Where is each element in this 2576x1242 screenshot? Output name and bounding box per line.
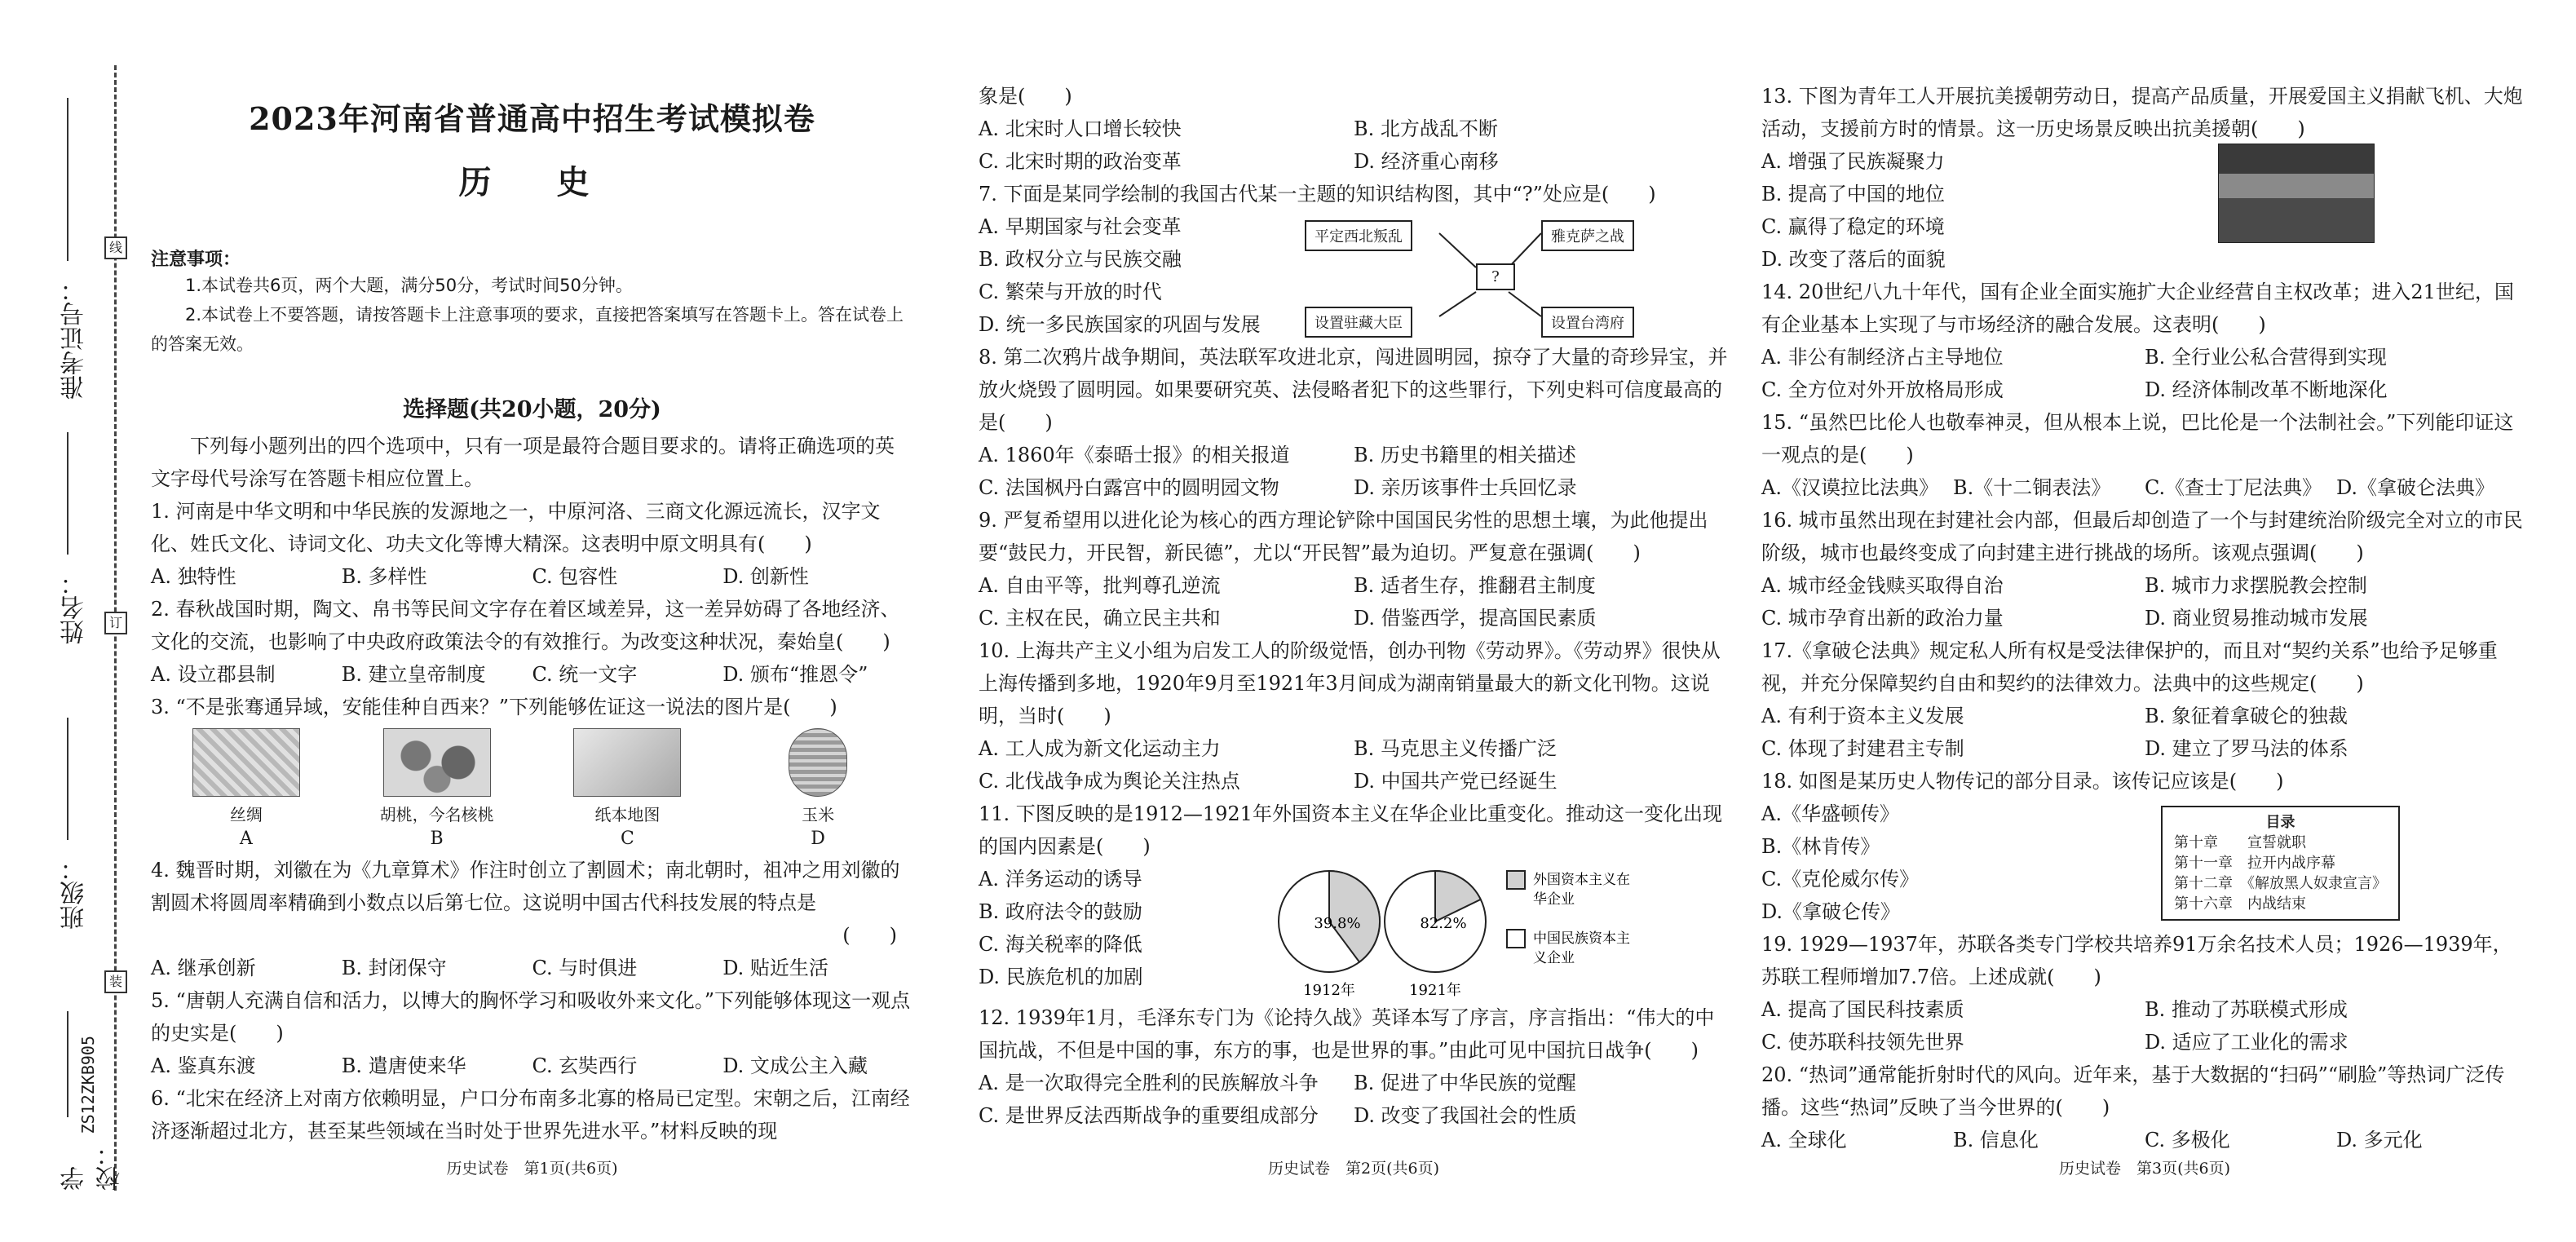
question-13: 13. 下图为青年工人开展抗美援朝劳动日，提高产品质量，开展爱国主义捐献飞机、大炮活动，支援前方时的情景。这一历史场景反映出抗美援朝( ) [1761, 85, 2523, 140]
image-letter: C [620, 829, 634, 849]
question-15: 15. “虽然巴比伦人也敬奉神灵，但从根本上说，巴比伦是一个法制社会。”下列能印证这一观点的是( ) [1761, 411, 2514, 466]
option: D. 民族危机的加剧 [979, 966, 1143, 988]
option: C. 赢得了稳定的环境 [1761, 215, 1945, 238]
section-title: 选择题(共20小题，20分) [403, 397, 661, 422]
q9-options [979, 569, 1729, 602]
question-7: 7. 下面是某同学绘制的我国古代某一主题的知识结构图，其中“?”处应是( ) [979, 183, 1656, 206]
question-5: 5. “唐朝人充满自信和活力，以博大的胸怀学习和吸收外来文化。”下列能够体现这一观点的史实是( ) [151, 989, 911, 1045]
option: B. 政权分立与民族交融 [979, 248, 1182, 271]
page-footer: 历史试卷 第1页(共6页) [446, 1160, 618, 1178]
image-option [151, 728, 342, 849]
option: D. 中国共产党已经诞生 [1354, 770, 1558, 793]
q10-options-2 [979, 765, 1729, 798]
legend-label: 外国资本主义在 [1533, 872, 1630, 888]
history-photo [2218, 144, 2375, 243]
option: B. 象征着拿破仑的独裁 [2145, 705, 2348, 727]
option: A. 有利于资本主义发展 [1761, 705, 1964, 727]
option: A. 1860年《泰晤士报》的相关报道 [979, 444, 1290, 466]
ding-mark: 订 [104, 612, 127, 634]
option: A. 非公有制经济占主导地位 [1761, 346, 2004, 369]
class-label: 班级： [60, 856, 89, 930]
question-8: 8. 第二次鸦片战争期间，英法联军攻进北京，闯进圆明园，掠夺了大量的奇珍异宝，并放火烧毁了圆明园。如果要研究英、法侵略者犯下的这些罪行，下列史料可信度最高的是( ) [979, 346, 1728, 434]
option: A. 独特性 [151, 565, 236, 588]
option: C. 繁荣与开放的时代 [979, 281, 1162, 303]
option: C. 城市孕育出新的政治力量 [1761, 607, 2004, 630]
image-letter: A [239, 829, 253, 849]
option: A. 早期国家与社会变革 [979, 215, 1182, 238]
page-footer: 历史试卷 第2页(共6页) [1267, 1160, 1439, 1178]
option: C. 统一文字 [532, 663, 638, 686]
option: B. 政府法令的鼓励 [979, 900, 1142, 923]
q19-options [1761, 993, 2528, 1026]
option: A. 提高了国民科技素质 [1761, 998, 1964, 1021]
option: C. 北伐战争成为舆论关注热点 [979, 770, 1240, 793]
option: D. 建立了罗马法的体系 [2145, 737, 2348, 760]
option: D. 经济重心南移 [1354, 150, 1499, 173]
pie-chart [1272, 855, 1712, 1010]
q19-options-2 [1761, 1026, 2528, 1059]
option: C. 主权在民，确立民主共和 [979, 607, 1221, 630]
question-4: 4. 魏晋时期，刘徽在为《九章算术》作注时创立了割圆术；南北朝时，祖冲之用刘徽的割圆术将圆周率精确到小数点以后第七位。这说明中国古代科技发展的特点是 [151, 859, 900, 914]
q6-options [979, 113, 1729, 145]
line-mark: 线 [104, 236, 127, 259]
question-14: 14. 20世纪八九十年代，国有企业全面实施扩大企业经营自主权改革；进入21世纪，国有企业基本上实现了与市场经济的融合发展。这表明( ) [1761, 281, 2514, 336]
option: B. 适者生存，推翻君主制度 [1354, 574, 1596, 597]
option: D. 改变了落后的面貌 [1761, 248, 1946, 271]
option: C. 多极化 [2145, 1129, 2230, 1151]
option: B. 全行业公私合营得到实现 [2145, 346, 2387, 369]
option: B. 封闭保守 [341, 957, 447, 979]
paper-code: ZS12ZKB905 [78, 1036, 98, 1134]
diagram-box: 设置驻藏大臣 [1305, 307, 1412, 338]
option: D. 经济体制改革不断地深化 [2145, 378, 2388, 401]
notice-2: 2.本试卷上不要答题，请按答题卡上注意事项的要求，直接把答案填写在答题卡上。答在试卷上的答案无效。 [151, 305, 904, 354]
image-letter: D [811, 829, 825, 849]
q12-options [979, 1067, 1729, 1099]
option: C. 海关税率的降低 [979, 933, 1142, 956]
question-9: 9. 严复希望用以进化论为核心的西方理论铲除中国国民劣性的思想土壤，为此他提出要“鼓民力，开民智，新民德”，尤以“开民智”最为迫切。严复意在强调( ) [979, 509, 1708, 564]
corn-image [789, 728, 847, 797]
option: D. 借鉴西学，提高国民素质 [1354, 607, 1597, 630]
question-16: 16. 城市虽然出现在封建社会内部，但最后却创造了一个与封建统治阶级完全对立的市民阶级，城市也最终变成了向封建主进行挑战的场所。该观点强调( ) [1761, 509, 2523, 564]
option: C. 与时俱进 [532, 957, 638, 979]
option: B. 信息化 [1953, 1129, 2039, 1151]
diagram-center-box: ? [1476, 263, 1515, 290]
notice-title: 注意事项： [151, 250, 241, 270]
toc-item: 第十二章 《解放黑人奴隶宣言》 [2174, 875, 2387, 892]
map-image [573, 728, 681, 797]
option: C. 法国枫丹白露宫中的圆明园文物 [979, 476, 1279, 499]
q17-options [1761, 700, 2528, 732]
question-2: 2. 春秋战国时期，陶文、帛书等民间文字存在着区域差异，这一差异妨碍了各地经济、文化的交流，也影响了中央政府政策法令的有效推行。为改变这种状况，秦始皇( ) [151, 598, 900, 653]
option: A.《汉谟拉比法典》 [1761, 476, 1938, 499]
option: A. 全球化 [1761, 1129, 1847, 1151]
image-caption: 玉米 [802, 805, 835, 824]
option: B. 城市力求摆脱教会控制 [2145, 574, 2367, 597]
question-17: 17.《拿破仑法典》规定私人所有权是受法律保护的，而且对“契约关系”也给予足够重视，并充分保障契约自由和契约的法律效力。法典中的这些规定( ) [1761, 639, 2498, 695]
q10-options [979, 732, 1729, 765]
q8-options [979, 439, 1729, 471]
option: C. 体现了封建君主专制 [1761, 737, 1964, 760]
option: B.《十二铜表法》 [1953, 476, 2111, 499]
subject-title: 历 史 [458, 163, 606, 201]
option: A. 增强了民族凝聚力 [1761, 150, 1945, 173]
q3-images [151, 728, 913, 849]
diagram-box: 平定西北叛乱 [1305, 220, 1412, 251]
question-1: 1. 河南是中华文明和中华民族的发源地之一，中原河洛、三商文化源远流长，汉字文化、姓氏文化、诗词文化、功夫文化等博大精深。这表明中原文明具有( ) [151, 500, 881, 555]
q8-options-2 [979, 471, 1729, 504]
diagram-box: 雅克萨之战 [1541, 220, 1634, 251]
page-1 [151, 0, 913, 1178]
toc-item: 第十章 宣誓就职 [2174, 834, 2306, 851]
question-18: 18. 如图是某历史人物传记的部分目录。该传记应该是( ) [1761, 770, 2284, 793]
q2-options [151, 658, 913, 691]
q7-block [979, 210, 1729, 341]
option: B. 北方战乱不断 [1354, 117, 1498, 140]
pie-data-label: 39.8% [1314, 915, 1361, 932]
ticket-label: 准考证号： [60, 277, 89, 400]
option: A.《华盛顿传》 [1761, 802, 1899, 825]
page-2 [979, 0, 1729, 1178]
question-6: 6. “北宋在经济上对南方依赖明显，户口分布南多北寡的格局已定型。宋朝之后，江南经济逐渐超过北方，甚至某些领域在当时处于世界先进水平。”材料反映的现 [151, 1087, 910, 1143]
legend-label: 中国民族资本主 [1533, 930, 1630, 947]
q1-options [151, 560, 913, 593]
q14-options [1761, 341, 2528, 373]
option: B. 提高了中国的地位 [1761, 183, 1945, 206]
diagram-box: 设置台湾府 [1541, 307, 1634, 338]
question-12: 12. 1939年1月，毛泽东专门为《论持久战》英译本写了序言，序言指出：“伟大的中国抗战，不但是中国的事，东方的事，也是世界的事。”由此可见中国抗日战争( ) [979, 1006, 1715, 1062]
page-footer: 历史试卷 第3页(共6页) [2058, 1160, 2230, 1178]
option: C. 北宋时期的政治变革 [979, 150, 1182, 173]
q12-options-2 [979, 1099, 1729, 1132]
option: D. 统一多民族国家的巩固与发展 [979, 313, 1261, 336]
question-6-cont: 象是( ) [979, 85, 1072, 108]
legend-label: 义企业 [1533, 950, 1575, 966]
table-of-contents [2161, 806, 2400, 921]
option: A. 自由平等，批判尊孔逆流 [979, 574, 1221, 597]
option: C. 玄奘西行 [532, 1054, 638, 1077]
q4-options [151, 952, 913, 984]
q9-options-2 [979, 602, 1729, 634]
binding-strip [49, 49, 147, 1191]
image-caption: 纸本地图 [594, 805, 661, 824]
school-line [67, 1011, 68, 1117]
option: C. 使苏联科技领先世界 [1761, 1031, 1964, 1054]
option: D.《拿破仑传》 [1761, 900, 1901, 923]
walnut-image [383, 728, 491, 797]
q13-block [1761, 145, 2528, 276]
q6-options-2 [979, 145, 1729, 178]
zhuang-mark: 装 [104, 970, 127, 993]
q20-options [1761, 1124, 2528, 1156]
option: B. 推动了苏联模式形成 [2145, 998, 2348, 1021]
pie-data-label: 82.2% [1420, 915, 1467, 932]
option: B. 多样性 [341, 565, 427, 588]
q4-answer-slot: ( ) [842, 924, 897, 947]
option: D. 改变了我国社会的性质 [1354, 1104, 1577, 1127]
option: A. 设立郡县制 [151, 663, 276, 686]
silk-image [192, 728, 300, 797]
image-letter: B [430, 829, 444, 849]
exam-title: 2023年河南省普通高中招生考试模拟卷 [249, 100, 815, 137]
option: D.《拿破仑法典》 [2336, 476, 2495, 499]
page-3 [1761, 0, 2528, 1178]
q5-options [151, 1050, 913, 1082]
toc-title: 目录 [2265, 814, 2295, 831]
q18-block [1761, 798, 2528, 928]
option: D. 颁布“推恩令” [722, 663, 868, 686]
q15-options [1761, 471, 2528, 504]
option: D. 亲历该事件士兵回忆录 [1354, 476, 1577, 499]
option: D. 贴近生活 [722, 957, 828, 979]
option: D. 商业贸易推动城市发展 [2145, 607, 2368, 630]
question-19: 19. 1929—1937年，苏联各类专门学校共培养91万余名技术人员；1926—1939年，苏联工程师增加7.7倍。上述成就( ) [1761, 933, 2512, 988]
q16-options [1761, 569, 2528, 602]
q14-options-2 [1761, 373, 2528, 406]
q11-block [979, 863, 1729, 1001]
pie-year-label: 1912年 [1303, 982, 1355, 999]
option: C. 全方位对外开放格局形成 [1761, 378, 2004, 401]
option: B. 促进了中华民族的觉醒 [1354, 1072, 1576, 1094]
option: D. 创新性 [722, 565, 809, 588]
option: D. 文成公主入藏 [722, 1054, 868, 1077]
toc-item: 第十六章 内战结束 [2174, 895, 2306, 913]
option: C. 包容性 [532, 565, 618, 588]
school-label: 学校： [60, 1142, 125, 1191]
ticket-line [67, 98, 68, 261]
option: A. 工人成为新文化运动主力 [979, 737, 1221, 760]
option: D. 适应了工业化的需求 [2145, 1031, 2348, 1054]
option: B. 建立皇帝制度 [341, 663, 486, 686]
image-option [722, 728, 913, 849]
image-option [342, 728, 532, 849]
toc-item: 第十一章 拉开内战序幕 [2174, 855, 2335, 872]
option: C. 是世界反法西斯战争的重要组成部分 [979, 1104, 1319, 1127]
name-line [67, 432, 68, 555]
option: B. 历史书籍里的相关描述 [1354, 444, 1576, 466]
option: A. 城市经金钱赎买取得自治 [1761, 574, 2004, 597]
notice-1: 1.本试卷共6页，两个大题，满分50分，考试时间50分钟。 [185, 276, 633, 295]
image-caption: 胡桃，今名核桃 [379, 805, 494, 824]
legend-label: 华企业 [1533, 891, 1575, 908]
question-10: 10. 上海共产主义小组为启发工人的阶级觉悟，创办刊物《劳动界》。《劳动界》很快从上海传播到多地，1920年9月至1921年3月间成为湖南销量最大的新文化刊物。这说明，当时( ) [979, 639, 1721, 727]
option: B. 马克思主义传播广泛 [1354, 737, 1557, 760]
option: A. 是一次取得完全胜利的民族解放斗争 [979, 1072, 1319, 1094]
question-20: 20. “热词”通常能折射时代的风向。近年来，基于大数据的“扫码”“刷脸”等热词广泛传播。这些“热词”反映了当今世界的( ) [1761, 1063, 2505, 1119]
q16-options-2 [1761, 602, 2528, 634]
class-line [67, 718, 68, 840]
option: A. 北宋时人口增长较快 [979, 117, 1182, 140]
option: A. 洋务运动的诱导 [979, 868, 1142, 891]
name-label: 姓名： [60, 571, 89, 644]
option: A. 鉴真东渡 [151, 1054, 256, 1077]
image-caption: 丝绸 [229, 805, 263, 824]
legend-swatch [1507, 871, 1525, 889]
option: A. 继承创新 [151, 957, 256, 979]
image-option [532, 728, 723, 849]
option: D. 多元化 [2336, 1129, 2423, 1151]
instructions: 下列每小题列出的四个选项中，只有一项是最符合题目要求的。请将正确选项的英文字母代号涂写在答题卡相应位置上。 [151, 435, 895, 490]
question-3: 3. “不是张骞通异域，安能佳种自西来？”下列能够佐证这一说法的图片是( ) [151, 696, 837, 718]
pie-year-label: 1921年 [1409, 982, 1461, 999]
legend-swatch [1507, 930, 1525, 948]
q17-options-2 [1761, 732, 2528, 765]
question-11: 11. 下图反映的是1912—1921年外国资本主义在华企业比重变化。推动这一变化出现的国内因素是( ) [979, 802, 1722, 858]
option: C.《查士丁尼法典》 [2145, 476, 2322, 499]
option: B. 遣唐使来华 [341, 1054, 466, 1077]
option: C.《克伦威尔传》 [1761, 868, 1920, 891]
option: B.《林肯传》 [1761, 835, 1880, 858]
